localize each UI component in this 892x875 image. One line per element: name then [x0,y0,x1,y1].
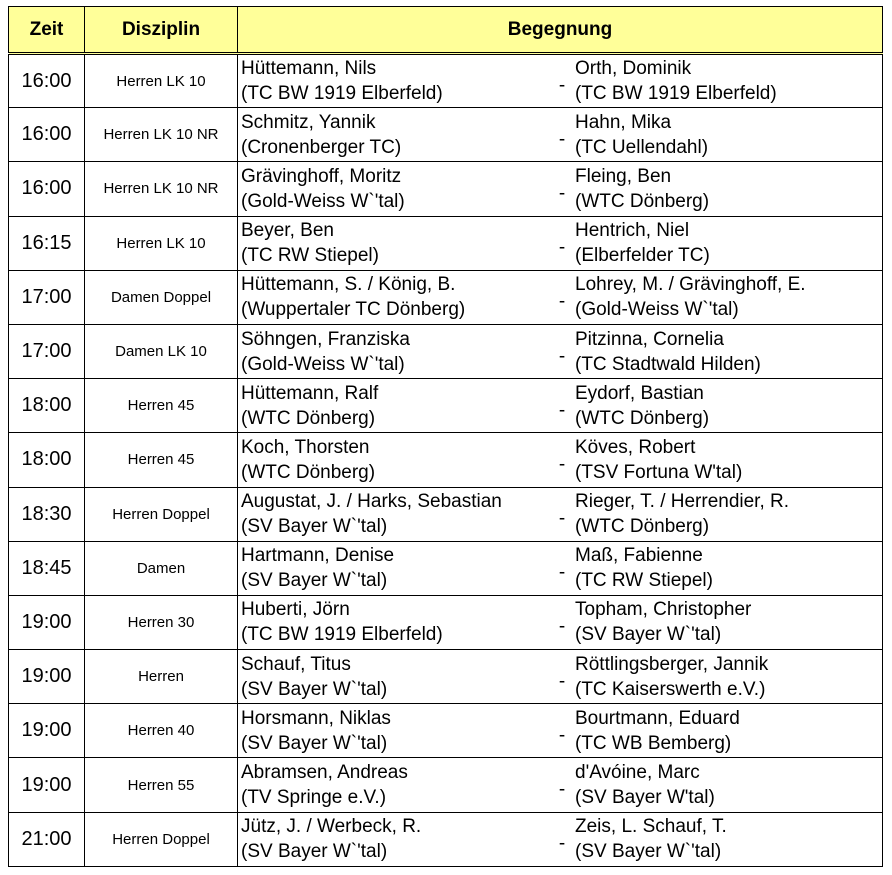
match-discipline: Damen Doppel [85,270,238,324]
match-pairing [238,433,883,487]
player-home-club: (WTC Dönberg) [241,461,376,483]
match-time: 18:00 [9,433,85,487]
table-row [9,487,883,541]
player-away-club: (SV Bayer W'tal) [575,787,715,809]
player-away [571,814,727,864]
player-away-name: Zeis, L. Schauf, T. [575,816,727,838]
match-separator: - [558,237,566,259]
player-home-club: (SV Bayer W`'tal) [241,732,388,754]
match-separator: - [558,399,566,421]
player-home-name: Söhngen, Franziska [241,328,410,350]
header-row [9,7,883,54]
header-begegnung: Begegnung [238,7,883,54]
table-row [9,541,883,595]
player-home [238,381,553,431]
table-row [9,704,883,758]
player-away-name: Pitzinna, Cornelia [575,328,724,350]
match-discipline: Herren 45 [85,379,238,433]
player-home [238,489,553,539]
match-time: 19:00 [9,758,85,812]
player-home-name: Hartmann, Denise [241,545,395,567]
match-pairing [238,487,883,541]
player-home-name: Hüttemann, Ralf [241,382,379,404]
match-separator: - [558,779,566,801]
player-home-name: Abramsen, Andreas [241,762,408,784]
player-home-club: (Wuppertaler TC Dönberg) [241,299,466,321]
match-separator: - [558,562,566,584]
match-pairing [238,704,883,758]
player-home [238,597,553,647]
player-away-name: Fleing, Ben [575,165,672,187]
player-away [571,218,710,268]
player-home-club: (SV Bayer W`'tal) [241,841,388,863]
match-discipline: Herren [85,650,238,704]
match-separator: - [558,508,566,530]
player-home [238,543,553,593]
player-away-club: (TC Kaiserswerth e.V.) [575,678,766,700]
match-discipline: Herren Doppel [85,487,238,541]
player-away [571,272,806,322]
player-home-name: Schmitz, Yannik [241,111,376,133]
player-away-name: Topham, Christopher [575,599,752,621]
match-time: 21:00 [9,812,85,866]
match-pairing [238,162,883,216]
table-row [9,758,883,812]
player-away-club: (WTC Dönberg) [575,407,710,429]
player-away-name: Hahn, Mika [575,111,672,133]
match-separator: - [558,453,566,475]
match-pairing [238,324,883,378]
match-discipline: Herren 55 [85,758,238,812]
player-away [571,652,768,702]
player-away-club: (SV Bayer W`'tal) [575,624,722,646]
player-home-club: (TC BW 1919 Elberfeld) [241,83,443,105]
player-home-name: Koch, Thorsten [241,436,370,458]
table-row [9,433,883,487]
player-away-name: Lohrey, M. / Grävinghoff, E. [575,274,806,296]
player-away-name: Bourtmann, Eduard [575,707,740,729]
player-home [238,435,553,485]
table-row [9,54,883,108]
player-home-name: Hüttemann, S. / König, B. [241,274,456,296]
player-home-name: Huberti, Jörn [241,599,350,621]
match-separator: - [558,670,566,692]
player-away-name: Maß, Fabienne [575,545,703,567]
table-row [9,379,883,433]
player-away-name: Orth, Dominik [575,58,692,80]
player-away [571,706,740,756]
player-away-name: Köves, Robert [575,436,696,458]
player-away [571,381,709,431]
player-away-club: (Elberfelder TC) [575,245,710,267]
player-home-club: (WTC Dönberg) [241,407,376,429]
match-time: 19:00 [9,704,85,758]
player-away [571,760,715,810]
match-time: 17:00 [9,270,85,324]
table-row [9,108,883,162]
player-home-club: (Cronenberger TC) [241,136,402,158]
player-away [571,110,708,160]
match-separator: - [558,182,566,204]
player-away [571,543,713,593]
player-away [571,327,761,377]
player-home-club: (TC RW Stiepel) [241,245,379,267]
match-separator: - [558,345,566,367]
table-row [9,216,883,270]
player-home [238,706,553,756]
match-separator: - [558,616,566,638]
match-discipline: Herren LK 10 [85,216,238,270]
match-discipline: Herren LK 10 NR [85,108,238,162]
player-home-name: Grävinghoff, Moritz [241,165,402,187]
match-pairing [238,54,883,108]
table-row [9,162,883,216]
player-home-club: (SV Bayer W`'tal) [241,570,388,592]
table-row [9,324,883,378]
match-time: 19:00 [9,650,85,704]
player-home-name: Augustat, J. / Harks, Sebastian [241,491,502,513]
match-discipline: Herren LK 10 [85,54,238,108]
player-away [571,489,789,539]
match-time: 18:45 [9,541,85,595]
player-away-club: (WTC Dönberg) [575,190,710,212]
match-pairing [238,758,883,812]
header-zeit: Zeit [9,7,85,54]
player-away-name: Röttlingsberger, Jannik [575,653,769,675]
player-home-name: Schauf, Titus [241,653,351,675]
player-home-club: (TV Springe e.V.) [241,787,387,809]
player-home [238,164,553,214]
table-row [9,595,883,649]
player-home-name: Jütz, J. / Werbeck, R. [241,816,422,838]
match-time: 16:00 [9,162,85,216]
table-row [9,270,883,324]
player-home [238,760,553,810]
match-discipline: Herren 30 [85,595,238,649]
player-home-name: Hüttemann, Nils [241,58,377,80]
player-away-name: Eydorf, Bastian [575,382,704,404]
match-discipline: Damen LK 10 [85,324,238,378]
player-home-club: (SV Bayer W`'tal) [241,678,388,700]
player-away [571,435,742,485]
match-pairing [238,541,883,595]
player-away-club: (TC BW 1919 Elberfeld) [575,83,777,105]
match-discipline: Herren LK 10 NR [85,162,238,216]
match-separator: - [558,75,566,97]
player-away-club: (TC Uellendahl) [575,136,709,158]
player-away-name: Rieger, T. / Herrendier, R. [575,491,790,513]
player-away-club: (WTC Dönberg) [575,516,710,538]
player-home [238,814,553,864]
match-discipline: Herren Doppel [85,812,238,866]
player-home-club: (Gold-Weiss W`'tal) [241,353,405,375]
player-away-club: (TSV Fortuna W'tal) [575,461,743,483]
match-separator: - [558,833,566,855]
match-pairing [238,108,883,162]
player-away-club: (Gold-Weiss W`'tal) [575,299,739,321]
schedule-body [9,54,883,867]
player-home-club: (TC BW 1919 Elberfeld) [241,624,443,646]
match-discipline: Herren 40 [85,704,238,758]
match-time: 16:15 [9,216,85,270]
player-home [238,56,553,106]
table-row [9,650,883,704]
match-time: 18:00 [9,379,85,433]
match-discipline: Damen [85,541,238,595]
match-pairing [238,216,883,270]
player-away [571,56,777,106]
header-disziplin: Disziplin [85,7,238,54]
match-pairing [238,595,883,649]
match-time: 16:00 [9,54,85,108]
player-away-club: (TC WB Bemberg) [575,732,732,754]
match-time: 18:30 [9,487,85,541]
player-home [238,652,553,702]
match-pairing [238,379,883,433]
player-home [238,327,553,377]
player-away-club: (TC RW Stiepel) [575,570,713,592]
match-time: 17:00 [9,324,85,378]
schedule-table [8,6,883,867]
player-away [571,597,751,647]
player-away-name: Hentrich, Niel [575,220,690,242]
player-home [238,272,553,322]
player-home-name: Horsmann, Niklas [241,707,391,729]
match-separator: - [558,724,566,746]
player-home-club: (Gold-Weiss W`'tal) [241,190,405,212]
match-pairing [238,650,883,704]
match-time: 16:00 [9,108,85,162]
player-away-club: (SV Bayer W`'tal) [575,841,722,863]
table-row [9,812,883,866]
match-separator: - [558,128,566,150]
player-home-club: (SV Bayer W`'tal) [241,516,388,538]
player-home-name: Beyer, Ben [241,220,334,242]
match-discipline: Herren 45 [85,433,238,487]
player-home [238,218,553,268]
match-time: 19:00 [9,595,85,649]
match-pairing [238,812,883,866]
player-away-club: (TC Stadtwald Hilden) [575,353,761,375]
player-away-name: d'Avóine, Marc [575,762,700,784]
match-separator: - [558,291,566,313]
player-away [571,164,709,214]
match-pairing [238,270,883,324]
player-home [238,110,553,160]
